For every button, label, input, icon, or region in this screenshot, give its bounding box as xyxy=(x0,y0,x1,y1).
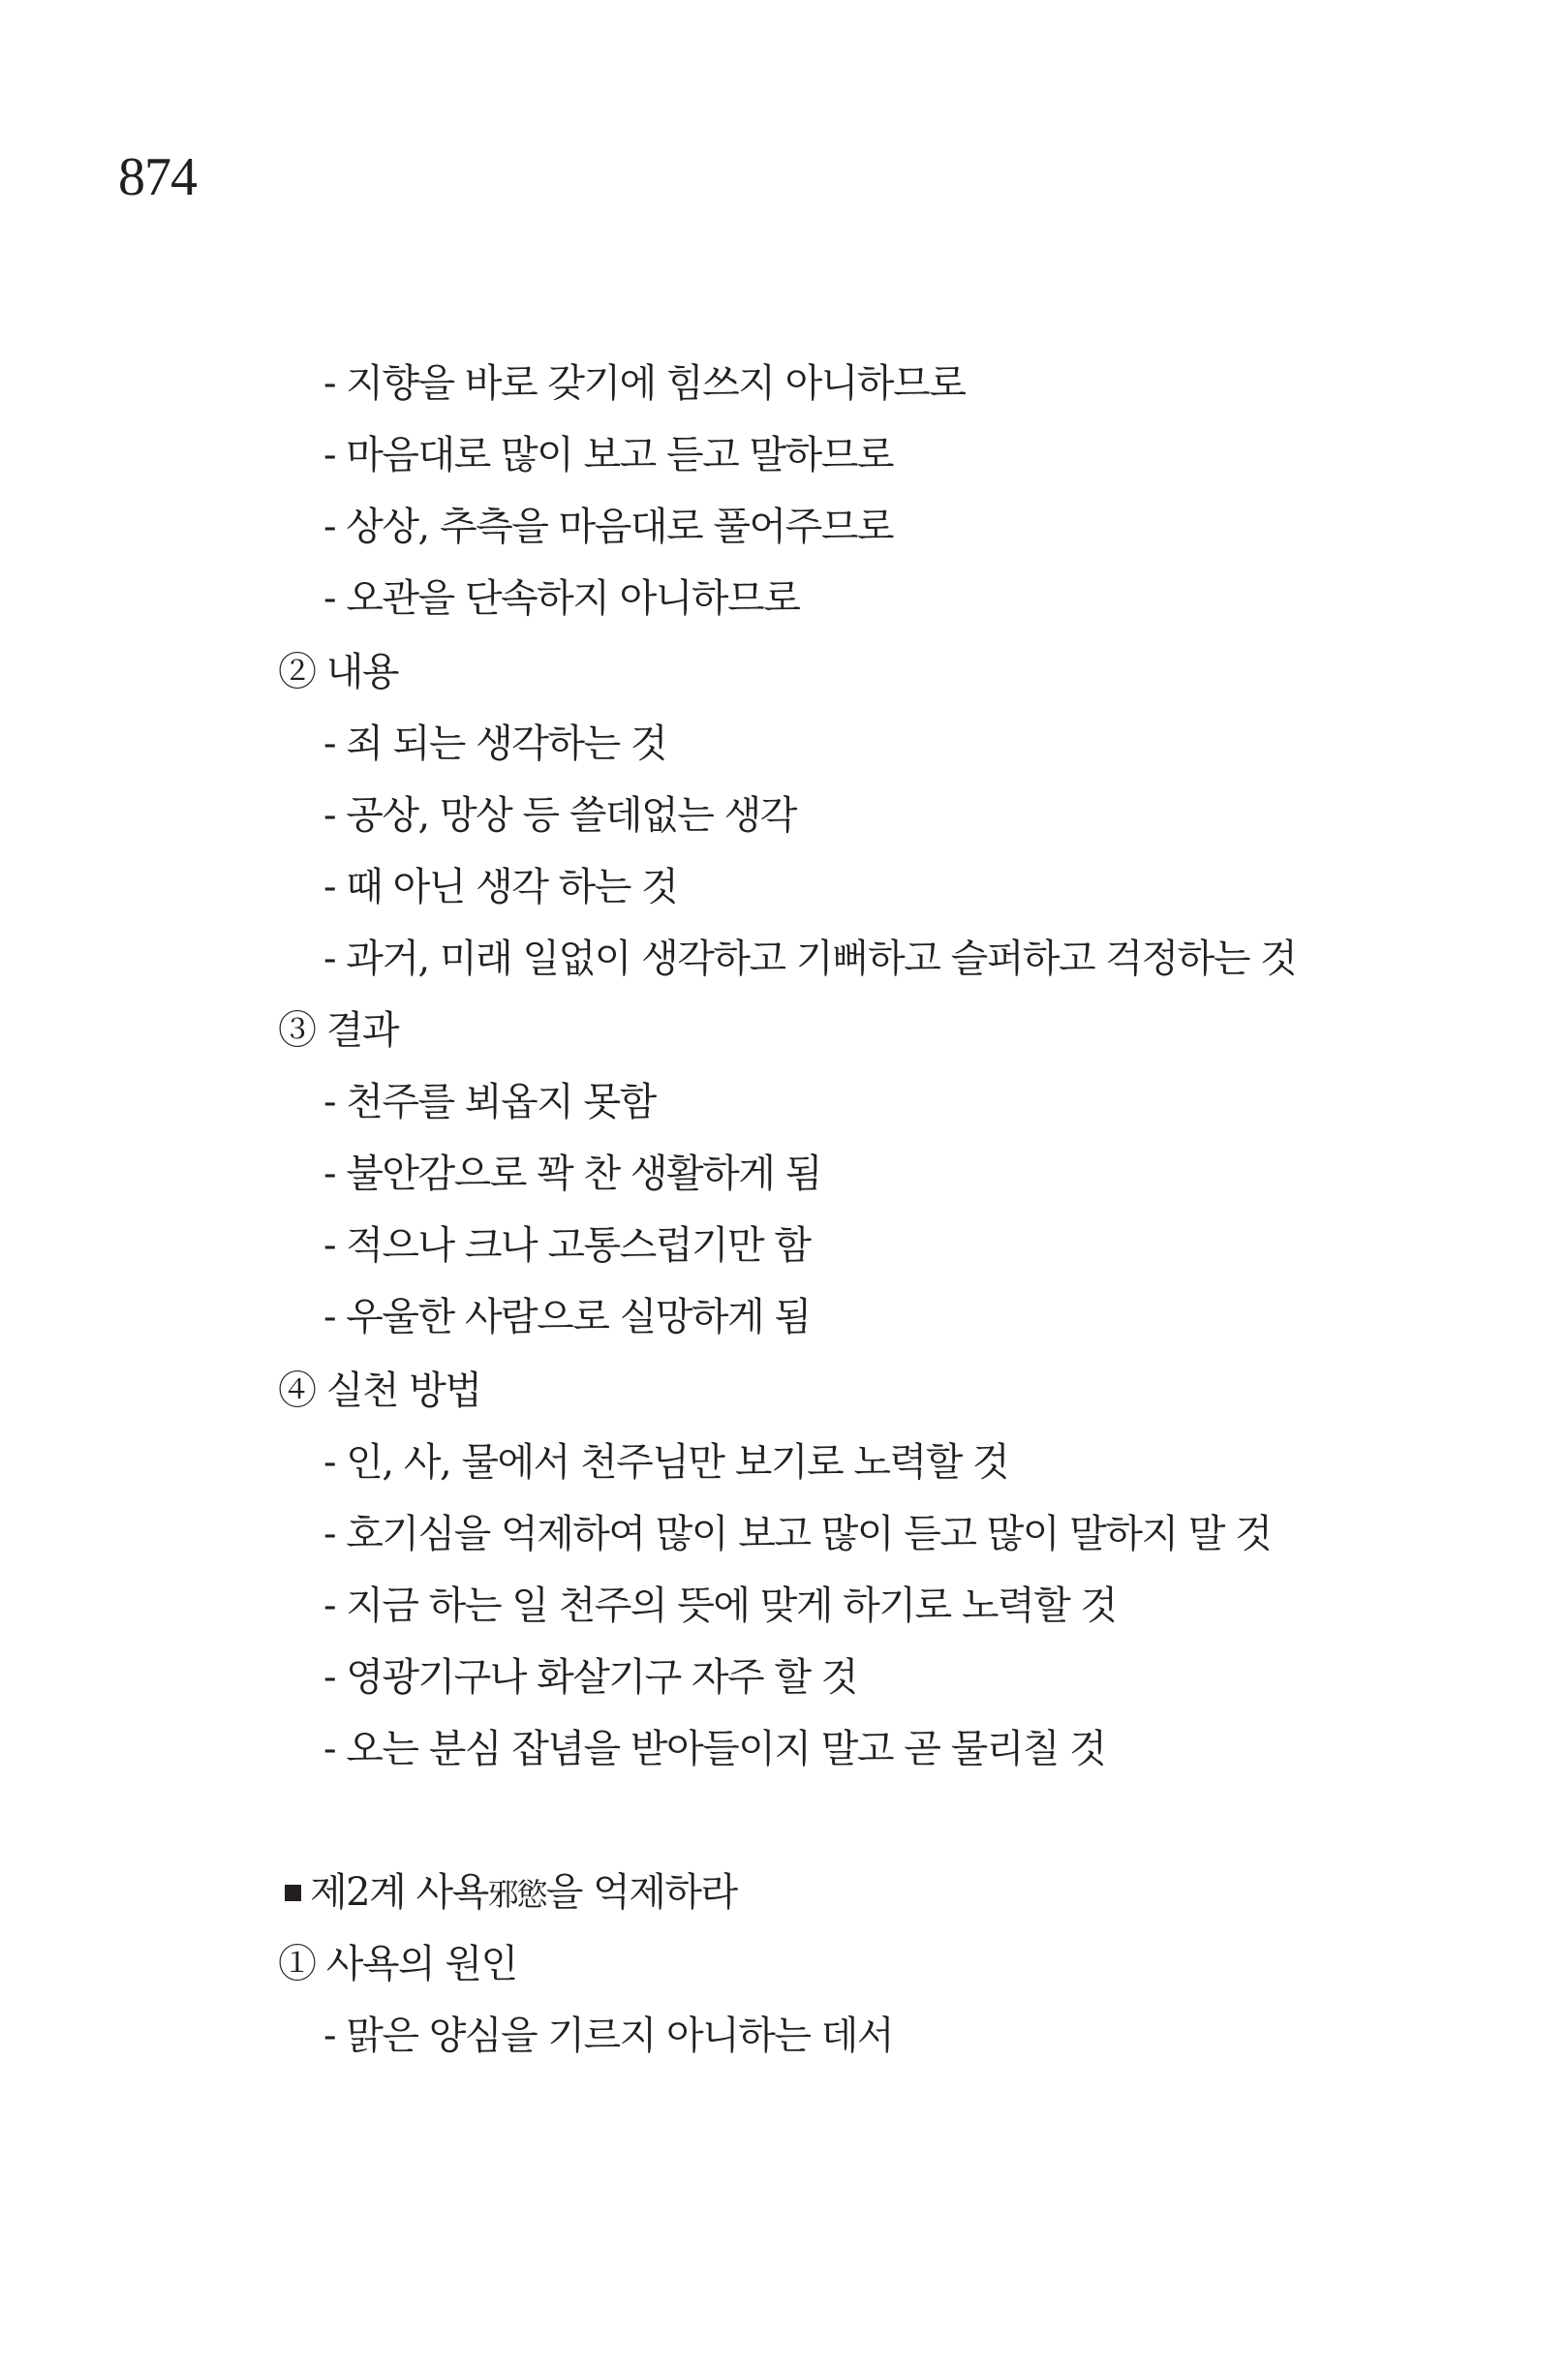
list-item: - 지금 하는 일 천주의 뜻에 맞게 하기로 노력할 것 xyxy=(323,1584,1117,1628)
precept-title-hanja: 邪慾 xyxy=(487,1876,546,1913)
list-item: - 죄 되는 생각하는 것 xyxy=(323,722,666,766)
list-item: - 오는 분심 잡념을 받아들이지 말고 곧 물리칠 것 xyxy=(323,1727,1106,1771)
section-heading-content: ② 내용 xyxy=(278,650,398,694)
page-number: 874 xyxy=(118,147,197,207)
section-heading-practice: ④ 실천 방법 xyxy=(278,1369,481,1413)
list-item: - 지향을 바로 갖기에 힘쓰지 아니하므로 xyxy=(323,361,966,406)
list-item: - 상상, 추측을 마음대로 풀어주므로 xyxy=(323,505,894,549)
precept-title-prefix: 제2계 사욕 xyxy=(310,1870,488,1915)
list-item: - 영광기구나 화살기구 자주 할 것 xyxy=(323,1655,857,1700)
list-item: - 맑은 양심을 기르지 아니하는 데서 xyxy=(323,2014,894,2058)
list-item: - 호기심을 억제하여 많이 보고 많이 듣고 많이 말하지 말 것 xyxy=(323,1512,1272,1556)
precept-title-suffix: 을 억제하라 xyxy=(545,1870,737,1915)
list-item: - 때 아닌 생각 하는 것 xyxy=(323,865,678,909)
list-item: - 공상, 망상 등 쓸데없는 생각 xyxy=(323,793,796,838)
list-item: - 적으나 크나 고통스럽기만 함 xyxy=(323,1223,811,1268)
list-item: - 천주를 뵈옵지 못함 xyxy=(323,1080,656,1124)
list-item: - 과거, 미래 일없이 생각하고 기뻐하고 슬퍼하고 걱정하는 것 xyxy=(323,937,1297,981)
precept-title xyxy=(285,1865,737,1922)
list-item: - 오관을 단속하지 아니하므로 xyxy=(323,576,800,621)
square-bullet-icon xyxy=(285,1885,301,1901)
list-item: - 불안감으로 꽉 찬 생활하게 됨 xyxy=(323,1152,821,1196)
section-heading-result: ③ 결과 xyxy=(278,1008,398,1053)
list-item: - 인, 사, 물에서 천주님만 보기로 노력할 것 xyxy=(323,1440,1009,1485)
section-heading-cause: ① 사욕의 원인 xyxy=(278,1942,517,1986)
list-item: - 우울한 사람으로 실망하게 됨 xyxy=(323,1295,811,1339)
list-item: - 마음대로 많이 보고 듣고 말하므로 xyxy=(323,433,894,477)
